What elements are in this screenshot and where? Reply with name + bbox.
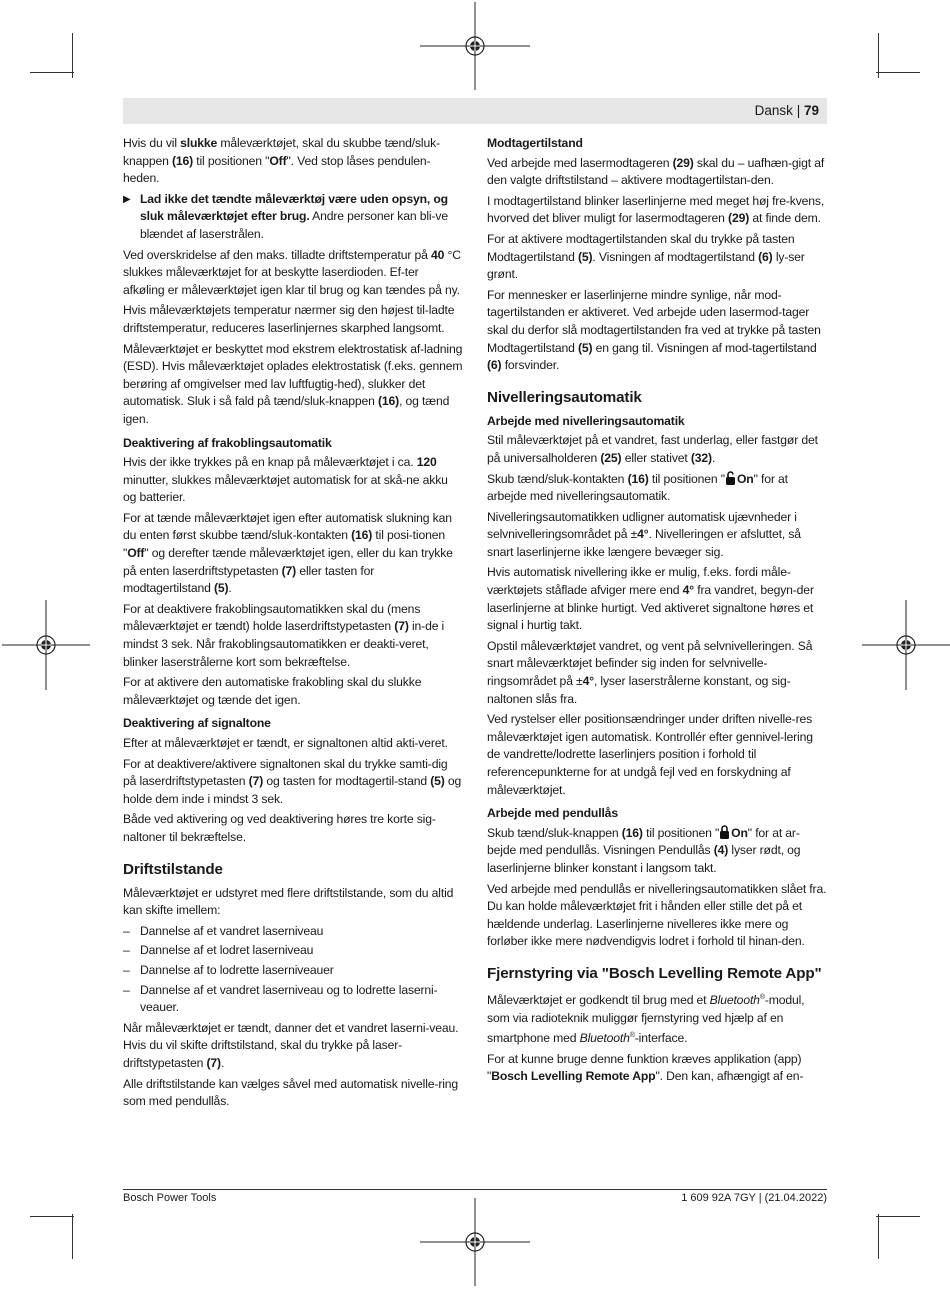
paragraph-remote-2: For at kunne bruge denne funktion kræves applikation (app) "Bosch Levelling Remote App". Den kan, afhængigt af en- [487, 1051, 804, 1084]
crop-mark-top-right-h [876, 72, 920, 73]
footer-doc-number: 1 609 92A 7GY | (21.04.2022) [681, 1192, 827, 1204]
header-separator: | [796, 103, 801, 118]
paragraph-levelling-switch: Skub tænd/sluk-kontakten (16) til positionen " On" for at arbejde med nivelleringsautomatik. [487, 471, 788, 504]
paragraph-auto-off: Hvis der ikke trykkes på en knap på måleværktøjet i ca. 120 minutter, slukkes måleværktøjet automatisk for at skå-ne akku og batterier. [123, 455, 448, 505]
paragraph-pendulum-2: Ved arbejde med pendullås er nivelleringsautomatikken slået fra. Du kan holde måleværktøjet frit i hånden eller stille det på et hældende underlag. Laserlinjerne nivelleres ikke mere og forløber ikke mere nødvendigvis lodret i forhold til hinan-den. [487, 881, 827, 949]
paragraph-receiver-3: For at aktivere modtagertilstanden skal du trykke på tasten Modtagertilstand (5). Visningen af modtagertilstand (6) ly-ser grønt. [487, 231, 805, 282]
registration-mark-right [860, 600, 950, 690]
paragraph-all-modes: Alle driftstilstande kan vælges såvel med automatisk nivelle-ring som med pendullås. [123, 1076, 459, 1109]
paragraph-levelling-4: Opstil måleværktøjet vandret, og vent på selvnivelleringen. Så snart måleværktøjet befinder sig inden for selvnivelle-ringsområdet på ±4°, lyser laserstrålerne konstant, og sig-naltonen slås fra. [487, 638, 813, 706]
registration-mark-left [2, 600, 92, 690]
paragraph-esd: Måleværktøjet er beskyttet mod ekstrem elektrostatisk af-ladning (ESD). Hvis måleværktøjet oplades elektrostatisk (f.eks. gennem berøring af omgivelser med lav luftfugtig-hed), slukker det automatisk. Sluk i så fald på tænd/sluk-knappen (16), og tænd igen. [123, 341, 463, 426]
heading-deactivate-signal-tone: Deaktivering af signaltone [123, 716, 271, 731]
paragraph-remote-1: Måleværktøjet er godkendt til brug med et Bluetooth®-modul, som via radioteknik muliggør fjernstyring ved hjælp af en smartphone med Bluetooth®-interface. [487, 993, 805, 1046]
heading-receiver-mode: Modtagertilstand [487, 136, 583, 150]
right-column [487, 135, 827, 1089]
modes-list [123, 923, 463, 1017]
paragraph-pendulum-1: Skub tænd/sluk-knappen (16) til positionen " On" for at ar-bejde med pendullås. Visningen Pendullås (4) lyser rødt, og laserlinjerne blinker konstant i langsom takt. [487, 825, 801, 875]
crop-mark-bottom-left [72, 1214, 73, 1259]
running-header [123, 98, 827, 124]
header-label [755, 103, 819, 118]
locked-padlock-icon [719, 825, 730, 839]
paragraph-temperature: Ved overskridelse af den maks. tilladte driftstemperatur på 40 °C slukkes måleværktøjet for at beskytte laserdioden. Ef-ter afkøling er måleværktøjet igen klar til brug og kan tændes på ny. [123, 247, 461, 297]
list-item: – Dannelse af to lodrette laserniveauer [123, 962, 463, 980]
heading-operating-modes: Driftstilstande [123, 860, 223, 878]
crop-mark-bottom-left-h [30, 1216, 74, 1217]
heading-self-levelling: Nivelleringsautomatik [487, 388, 642, 406]
warning-bullet: ▶ Lad ikke det tændte måleværktøj være uden opsyn, og sluk måleværktøjet efter brug. Andre personer kan bli-ve blændet af laserstrålen. [123, 191, 448, 241]
paragraph-deactivate-auto-off: For at deaktivere frakoblingsautomatikken skal du (mens måleværktøjet er tændt) holde laserdriftstypetasten (7) in-de i mindst 3 sek. Når frakoblingsautomatikken er deakti-veret, blinker laserstrålerne kort som bekræftelse. [123, 601, 445, 669]
crop-mark-top-left-h [30, 72, 74, 73]
paragraph-levelling-1: Stil måleværktøjet på et vandret, fast underlag, eller fastgør det på universalholderen (25) eller stativet (32). [487, 433, 818, 465]
heading-working-with-levelling: Arbejde med nivelleringsautomatik [487, 413, 685, 428]
paragraph-switch-off: Hvis du vil slukke måleværktøjet, skal du skubbe tænd/sluk-knappen (16) til positionen "Off". Ved stop låses pendulen-heden. [123, 136, 440, 186]
paragraph-restart: For at tænde måleværktøjet igen efter automatisk slukning kan du enten først skubbe tænd/sluk-kontakten (16) til posi-tionen "Off" og derefter tænde måleværktøjet igen, eller du kan trykke på enten laserdriftstypetasten (7) eller tasten for modtagertilstand (5). [123, 510, 453, 596]
registration-mark-bottom [420, 1198, 530, 1288]
heading-deactivate-auto-off: Deaktivering af frakoblingsautomatik [123, 435, 332, 450]
paragraph-activate-auto-off: For at aktivere den automatiske frakobling skal du slukke måleværktøjet og tænde det igen. [123, 675, 422, 707]
heading-remote-control: Fjernstyring via "Bosch Levelling Remote App" [487, 964, 822, 982]
crop-mark-bottom-right-h [876, 1216, 920, 1217]
paragraph-levelling-3: Hvis automatisk nivellering ikke er mulig, f.eks. fordi måle-værktøjets ståflade afviger mere end 4° fra vandret, begyn-der laserlinjerne at blinke hurtigt. Ved aktiveret signaltone høres et signal i hurtig takt. [487, 565, 814, 633]
registration-mark-top [420, 2, 530, 92]
paragraph-signal-confirm: Både ved aktivering og ved deaktivering høres tre korte sig-naltoner til bekræftelse. [123, 812, 436, 844]
page-number: 79 [803, 103, 819, 118]
paragraph-levelling-2: Nivelleringsautomatikken udligner automatisk ujævnheder i selvnivelleringsområdet på ±4°. Nivelleringen er afsluttet, så snart laserlinjerne ikke længere bevæger sig. [487, 509, 801, 559]
footer-rule [123, 1189, 827, 1190]
triangle-bullet-icon: ▶ [123, 193, 131, 205]
paragraph-signal-on: Efter at måleværktøjet er tændt, er signaltonen altid akti-veret. [123, 736, 448, 750]
paragraph-modes-intro: Måleværktøjet er udstyret med flere driftstilstande, som du altid kan skifte imellem: [123, 885, 454, 918]
paragraph-receiver-1: Ved arbejde med lasermodtageren (29) skal du – uafhæn-gigt af den valgte driftstilstand – aktivere modtagertilstan-den. [487, 155, 825, 188]
list-item: – Dannelse af et vandret laserniveau [123, 923, 463, 941]
list-item: – Dannelse af et vandret laserniveau og to lodrette laserni-veauer. [123, 982, 463, 1017]
footer-publisher: Bosch Power Tools [123, 1192, 217, 1204]
paragraph-receiver-4: For mennesker er laserlinjerne mindre synlige, når mod-tagertilstanden er aktiveret. Ved arbejde uden lasermod-tager skal du derfor slå modtagertilstanden fra ved at trykke på tasten Modtagertilstand (5) en gang til. Visningen af mod-tagertilstand (6) forsvinder. [487, 287, 821, 373]
paragraph-levelling-5: Ved rystelser eller positionsændringer under driften nivelle-res måleværktøjet igen automatisk. Kontrollér efter gennivel-lering de vandrette/lodrette laserlinjers position i forhold til referencepunkterne for at undgå fejl ved en forskydning af måleværktøjet. [487, 712, 813, 797]
unlocked-padlock-icon [725, 471, 736, 485]
header-language: Dansk [754, 103, 793, 118]
paragraph-receiver-2: I modtagertilstand blinker laserlinjerne med meget høj fre-kvens, hvorved det bliver muligt for lasermodtageren (29) at finde dem. [487, 193, 825, 226]
paragraph-signal-toggle: For at deaktivere/aktivere signaltonen skal du trykke samti-dig på laserdriftstypetasten (7) og tasten for modtagertil-stand (5) og holde dem inde i mindst 3 sek. [123, 756, 462, 806]
list-item: – Dannelse af et lodret laserniveau [123, 942, 463, 960]
crop-mark-bottom-right [878, 1214, 879, 1259]
paragraph-switch-mode: Når måleværktøjet er tændt, danner det et vandret laserni-veau. Hvis du vil skifte driftstilstand, skal du trykke på laser-driftstypetasten (7). [123, 1020, 459, 1070]
paragraph-temperature-sharpness: Hvis måleværktøjets temperatur nærmer sig den højest til-ladte driftstemperatur, reduceres laserlinjernes skarphed langsomt. [123, 303, 455, 335]
left-column [123, 135, 463, 1114]
heading-pendulum-lock: Arbejde med pendullås [487, 806, 618, 821]
